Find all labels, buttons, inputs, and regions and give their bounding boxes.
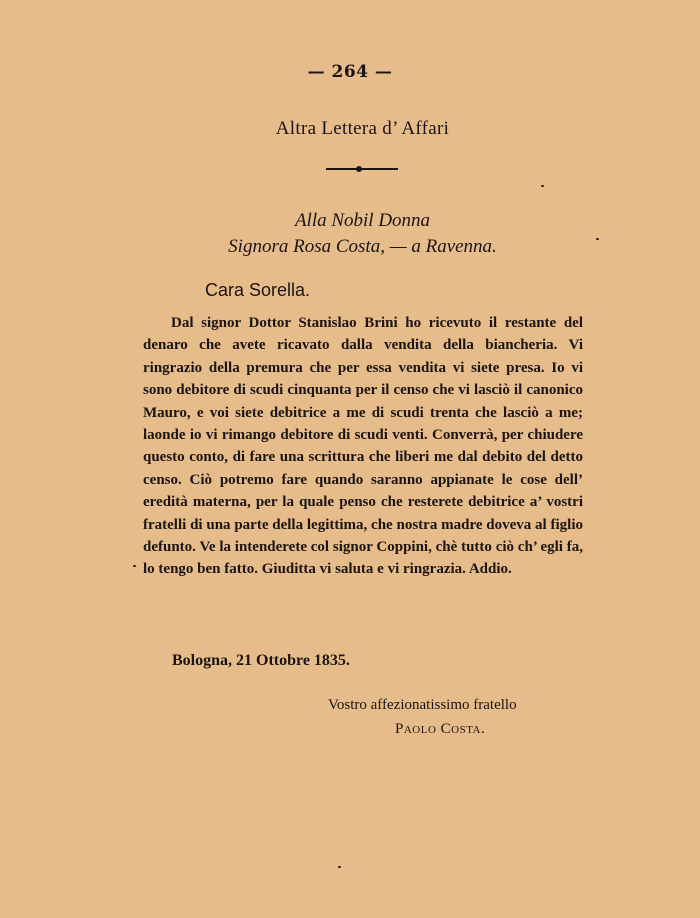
letter-body: Dal signor Dottor Stanislao Brini ho ricevuto il restante del denaro che avete ricavato dalla vendita della biancheria. Vi ringrazio della premura che per essa vendita vi siete presa. Io vi sono debitore di scudi cinquanta per il censo che vi lasciò il canonico Mauro, e voi siete debitrice a me di scudi trenta che lasciò a me; laonde io vi rimango debitore di scudi venti. Converrà, per chiudere questo conto, di fare una scrittura che liberi me dal debito del detto censo. Ciò potremo fare quando saranno appianate le cose dell’ eredità materna, per la quale penso che resterete debitrice a’ vostri fratelli di una parte della legittima, che nostra madre doveva al figlio defunto. Ve la intenderete col signor Coppini, chè tutto ciò ch’ egli fa, lo tengo ben fatto. Giuditta vi saluta e vi ringrazia. Addio. — [143, 315, 583, 578]
paper-speck — [541, 185, 544, 187]
salutation: Cara Sorella. — [205, 280, 311, 300]
closing: Vostro affezionatissimo fratello — [328, 697, 517, 713]
address-line-1: Alla Nobil Donna — [294, 210, 431, 231]
signature: Paolo Costa. — [395, 721, 486, 737]
paper-speck — [133, 565, 136, 567]
paper-speck — [596, 238, 599, 240]
paper-speck — [338, 866, 341, 868]
ornamental-divider — [326, 168, 398, 170]
page-number: — 264 — — [307, 62, 393, 82]
address-line-2: Signora Rosa Costa, — a Ravenna. — [228, 236, 497, 257]
letter-address — [0, 208, 700, 260]
dateline: Bologna, 21 Ottobre 1835. — [172, 652, 350, 669]
letter-title: Altra Lettera d’ Affari — [275, 118, 450, 139]
